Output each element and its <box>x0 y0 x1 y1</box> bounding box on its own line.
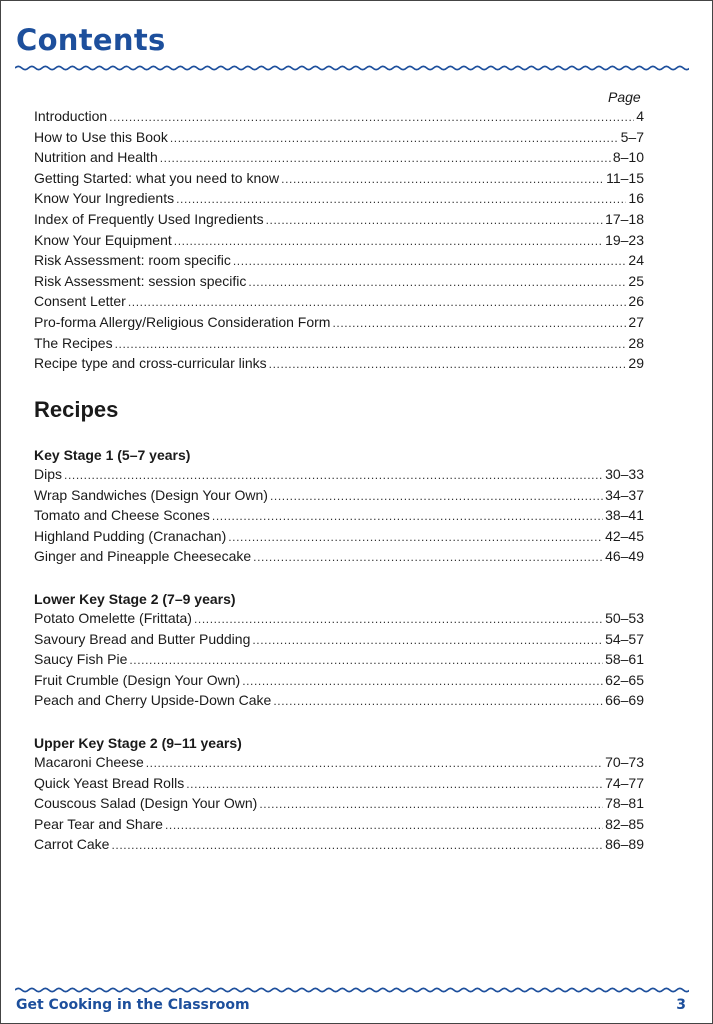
toc-entry[interactable]: Savoury Bread and Butter Pudding ..... 54–57 <box>34 631 644 652</box>
dot-leader <box>281 172 604 186</box>
toc-entry[interactable]: Risk Assessment: room specific ..... 24 <box>34 252 644 273</box>
dot-leader <box>129 653 603 667</box>
page-column-label: Page <box>608 89 641 105</box>
dot-leader <box>228 530 603 544</box>
toc-entry[interactable]: Macaroni Cheese ..... 70–73 <box>34 754 644 775</box>
bottom-wave-divider <box>15 985 689 995</box>
dot-leader <box>248 275 626 289</box>
intro-toc-list <box>34 108 644 376</box>
lower-key-stage-2-section <box>34 589 644 713</box>
toc-entry[interactable]: Couscous Salad (Design Your Own) ..... 78–81 <box>34 795 644 816</box>
toc-entry[interactable]: Pear Tear and Share ..... 82–85 <box>34 816 644 837</box>
section-heading: Key Stage 1 (5–7 years) <box>34 447 191 463</box>
dot-leader <box>128 295 627 309</box>
toc-entry[interactable]: Carrot Cake ..... 86–89 <box>34 836 644 857</box>
section-heading: Lower Key Stage 2 (7–9 years) <box>34 591 236 607</box>
toc-entry[interactable]: Ginger and Pineapple Cheesecake ..... 46–49 <box>34 548 644 569</box>
toc-entry[interactable]: Wrap Sandwiches (Design Your Own) ..... 34–37 <box>34 487 644 508</box>
section-heading: Upper Key Stage 2 (9–11 years) <box>34 735 242 751</box>
toc-entry[interactable]: Getting Started: what you need to know ..... 11–15 <box>34 170 644 191</box>
dot-leader <box>115 337 627 351</box>
dot-leader <box>212 509 603 523</box>
dot-leader <box>259 797 603 811</box>
toc-entry[interactable]: Index of Frequently Used Ingredients ..... 17–18 <box>34 211 644 232</box>
toc-entry[interactable]: How to Use this Book ..... 5–7 <box>34 129 644 150</box>
toc-entry[interactable]: Saucy Fish Pie ..... 58–61 <box>34 651 644 672</box>
footer-book-title: Get Cooking in the Classroom <box>16 997 250 1013</box>
dot-leader <box>253 550 603 564</box>
toc-entry[interactable]: Tomato and Cheese Scones ..... 38–41 <box>34 507 644 528</box>
top-wave-divider <box>15 63 689 73</box>
toc-entry[interactable]: The Recipes ..... 28 <box>34 335 644 356</box>
toc-entry[interactable]: Recipe type and cross-curricular links ..... 29 <box>34 355 644 376</box>
toc-entry[interactable]: Quick Yeast Bread Rolls ..... 74–77 <box>34 775 644 796</box>
dot-leader <box>176 192 626 206</box>
dot-leader <box>270 489 603 503</box>
dot-leader <box>109 110 634 124</box>
toc-entry[interactable]: Introduction ..... 4 <box>34 108 644 129</box>
toc-entry[interactable]: Consent Letter ..... 26 <box>34 293 644 314</box>
dot-leader <box>273 694 603 708</box>
dot-leader <box>194 612 603 626</box>
toc-entry[interactable]: Fruit Crumble (Design Your Own) ..... 62–65 <box>34 672 644 693</box>
toc-entry[interactable]: Potato Omelette (Frittata) ..... 50–53 <box>34 610 644 631</box>
dot-leader <box>111 838 603 852</box>
dot-leader <box>146 756 603 770</box>
toc-entry[interactable]: Know Your Ingredients ..... 16 <box>34 190 644 211</box>
dot-leader <box>64 468 603 482</box>
upper-key-stage-2-section <box>34 733 644 857</box>
dot-leader <box>269 357 627 371</box>
dot-leader <box>242 674 603 688</box>
recipes-heading: Recipes <box>34 397 119 422</box>
dot-leader <box>170 131 619 145</box>
dot-leader <box>233 254 627 268</box>
dot-leader <box>186 777 603 791</box>
dot-leader <box>165 818 603 832</box>
dot-leader <box>174 234 603 248</box>
toc-entry[interactable]: Peach and Cherry Upside-Down Cake ..... 66–69 <box>34 692 644 713</box>
dot-leader <box>160 151 611 165</box>
dot-leader <box>332 316 626 330</box>
toc-entry[interactable]: Pro-forma Allergy/Religious Consideration Form ..... 27 <box>34 314 644 335</box>
toc-entry[interactable]: Risk Assessment: session specific ..... 25 <box>34 273 644 294</box>
toc-entry[interactable]: Dips ..... 30–33 <box>34 466 644 487</box>
page-title: Contents <box>16 23 166 57</box>
dot-leader <box>252 633 603 647</box>
footer-page-number: 3 <box>676 997 686 1013</box>
key-stage-1-section <box>34 445 644 569</box>
dot-leader <box>266 213 603 227</box>
toc-entry[interactable]: Know Your Equipment ..... 19–23 <box>34 232 644 253</box>
toc-entry[interactable]: Nutrition and Health ..... 8–10 <box>34 149 644 170</box>
toc-entry[interactable]: Highland Pudding (Cranachan) ..... 42–45 <box>34 528 644 549</box>
